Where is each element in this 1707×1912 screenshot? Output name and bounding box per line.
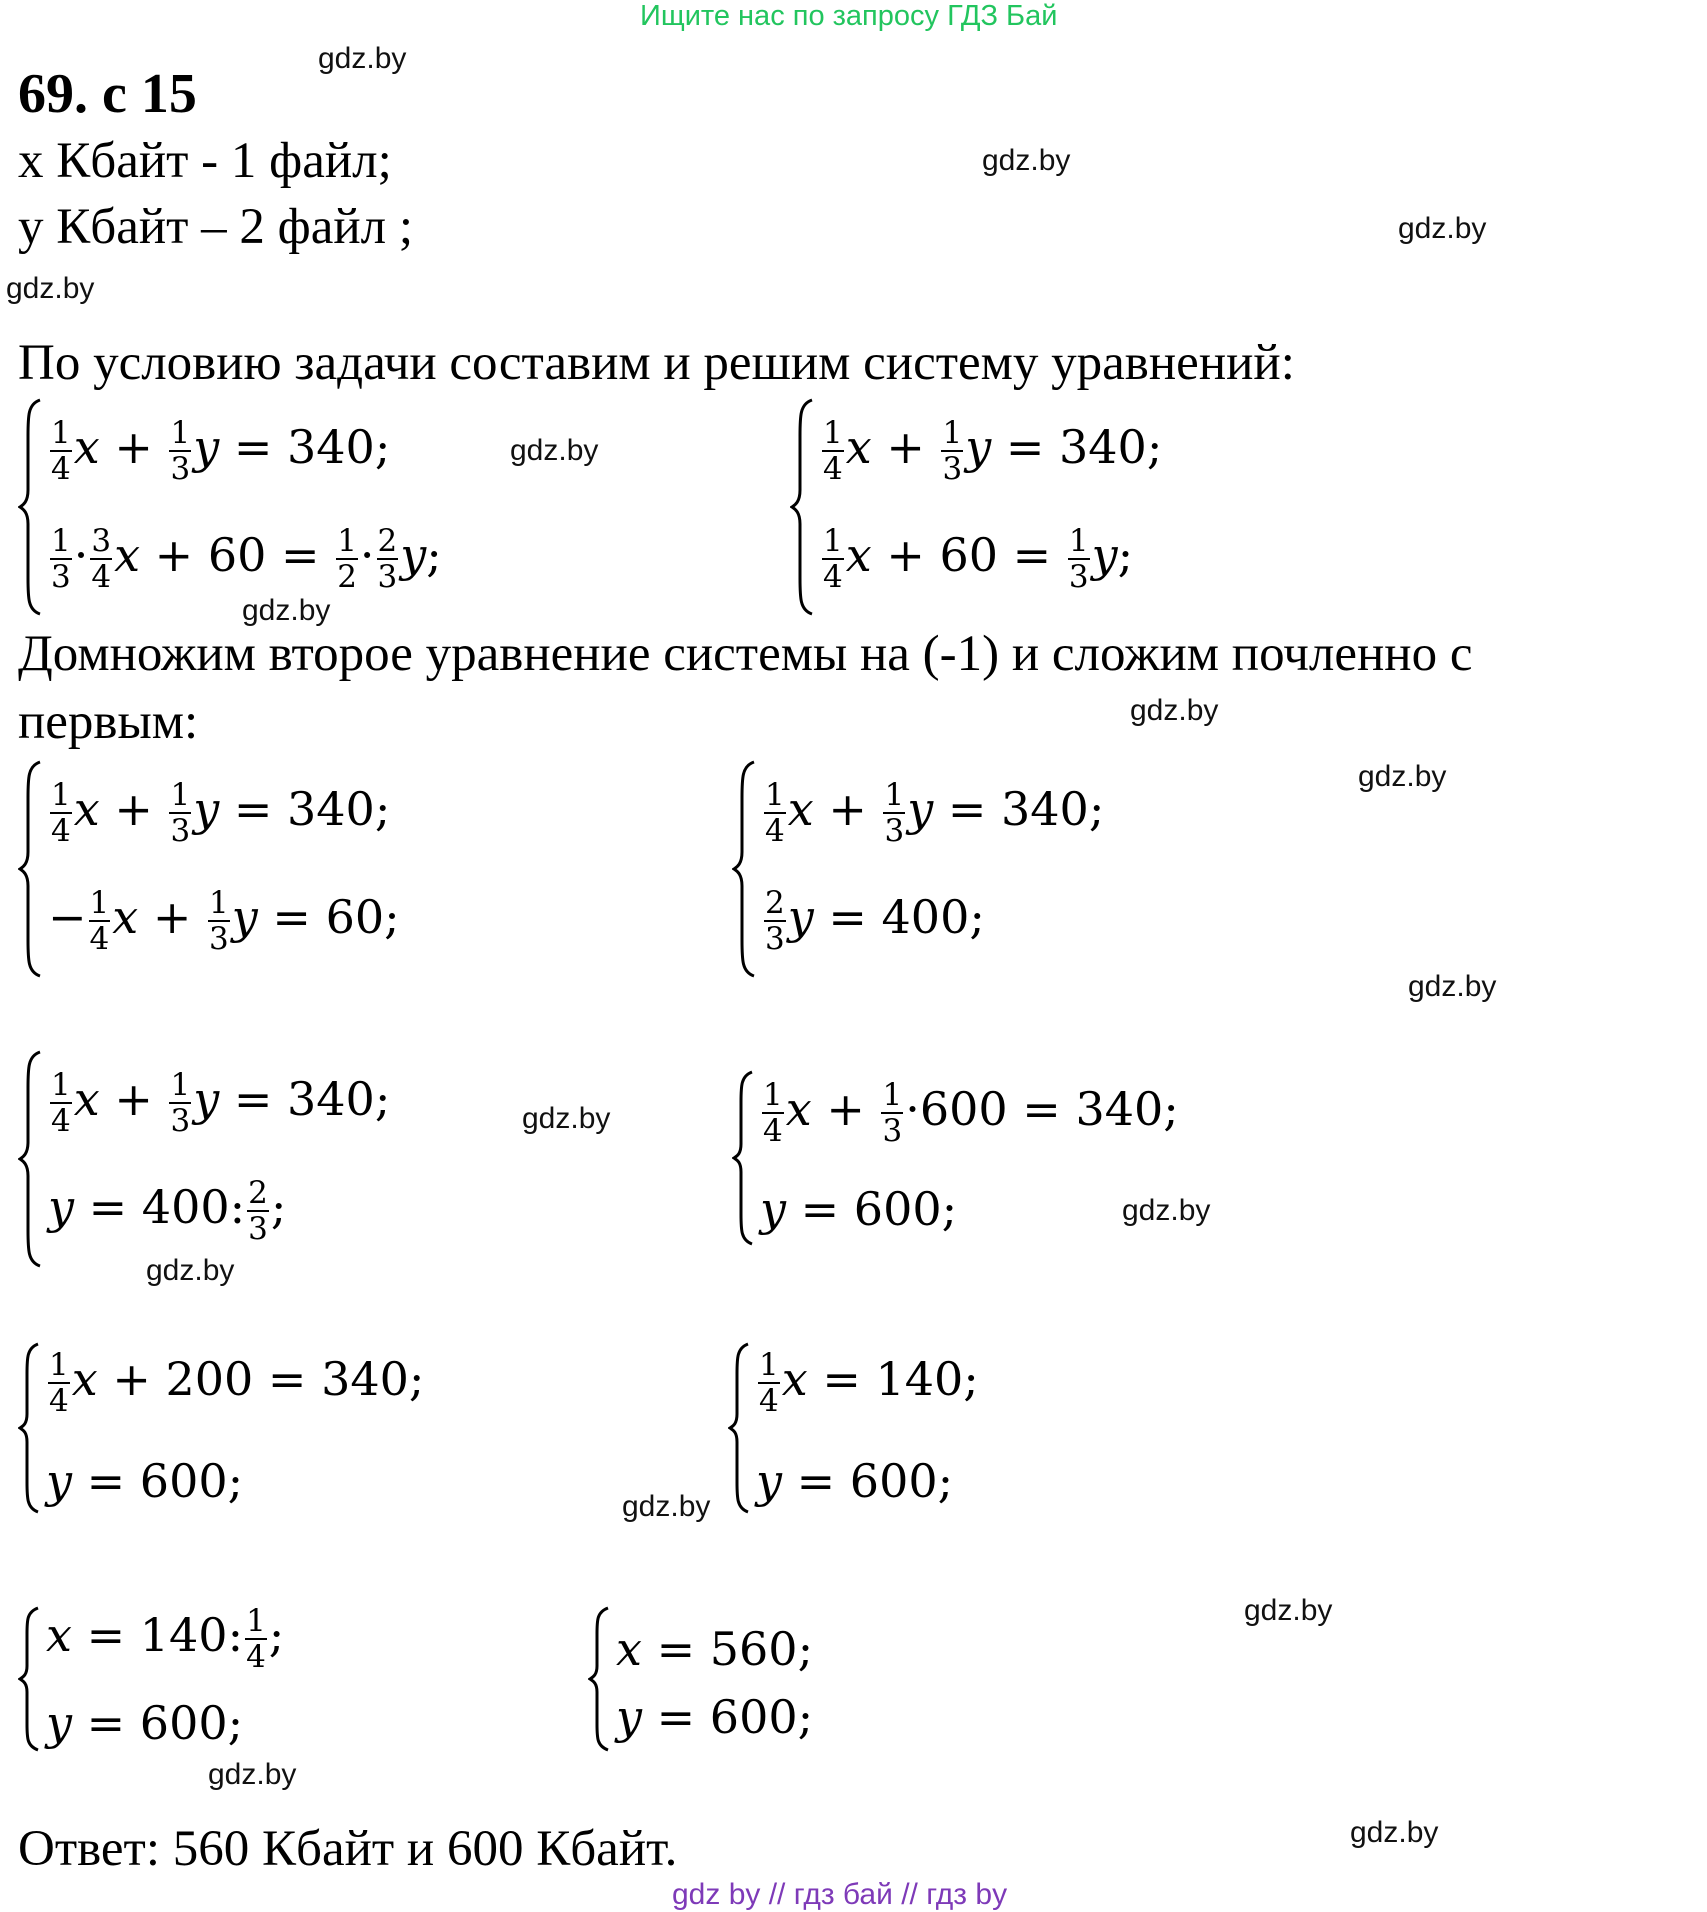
equation-system-2: [790, 396, 1270, 618]
equation: y = 600;: [756, 1454, 954, 1508]
equation: y = 600;: [46, 1454, 244, 1508]
equation: $\frac{1}{4}$ x + $\frac{1}{3}$ y = 340;: [51, 415, 391, 488]
watermark: gdz.by: [522, 1102, 611, 1135]
watermark: gdz.by: [1350, 1816, 1439, 1849]
brace-icon: [18, 1340, 40, 1516]
equation: y = 600;: [616, 1690, 814, 1744]
equation: y = 400: $\frac{2}{3}$ ;: [48, 1175, 287, 1248]
equation: $\frac{2}{3}$ y = 400;: [765, 885, 985, 958]
variable-y-definition: у Кбайт – 2 файл ;: [18, 199, 414, 255]
equation-system-1: [18, 396, 558, 618]
equation: $\frac{1}{3}$ · $\frac{3}{4}$ x + 60 = $\frac{1}{2}$ · $\frac{2}{3}$ y;: [51, 523, 442, 596]
brace-icon: [790, 396, 814, 618]
answer-line: Ответ: 560 Кбайт и 600 Кбайт.: [18, 1821, 678, 1877]
equation: $\frac{1}{4}$ x + $\frac{1}{3}$ y = 340;: [823, 415, 1163, 488]
problem-title: 69. с 15: [18, 63, 197, 125]
watermark: gdz.by: [1398, 212, 1487, 245]
instruction-multiply-add: Домножим второе уравнение системы на (-1) и сложим почленно с: [18, 626, 1473, 682]
watermark: gdz.by: [1122, 1194, 1211, 1227]
variable-x-definition: x Кбайт - 1 файл;: [18, 133, 392, 189]
equation: $\frac{1}{4}$ x + 60 = $\frac{1}{3}$ y;: [823, 523, 1134, 596]
watermark: gdz.by: [146, 1254, 235, 1287]
watermark: gdz.by: [1358, 760, 1447, 793]
watermark: gdz.by: [6, 272, 95, 305]
equation-system-3: [18, 758, 558, 980]
watermark: gdz.by: [208, 1758, 297, 1791]
instruction-multiply-add-cont: первым:: [18, 694, 199, 750]
brace-icon: [18, 1604, 40, 1754]
footer-links[interactable]: gdz by // гдз бай // гдз by: [672, 1878, 1008, 1911]
equation-system-4: [732, 758, 1212, 980]
watermark: gdz.by: [1244, 1594, 1333, 1627]
equation-system-7: [18, 1340, 518, 1516]
brace-icon: [18, 1048, 42, 1270]
equation: x = 560;: [616, 1622, 814, 1676]
brace-icon: [728, 1340, 750, 1516]
watermark: gdz.by: [622, 1490, 711, 1523]
brace-icon: [588, 1604, 610, 1754]
watermark: gdz.by: [1408, 970, 1497, 1003]
equation: $\frac{1}{4}$ x = 140;: [759, 1347, 979, 1420]
equation: x = 140: $\frac{1}{4}$ ;: [46, 1603, 285, 1676]
brace-icon: [18, 758, 42, 980]
equation: $\frac{1}{4}$ x + $\frac{1}{3}$ y = 340;: [51, 1067, 391, 1140]
search-banner[interactable]: Ищите нас по запросу ГДЗ Бай: [640, 0, 1058, 32]
watermark: gdz.by: [318, 42, 407, 75]
watermark: gdz.by: [982, 144, 1071, 177]
equation: $\frac{1}{4}$ x + 200 = 340;: [49, 1347, 425, 1420]
brace-icon: [732, 758, 756, 980]
equation: $\frac{1}{4}$ x + $\frac{1}{3}$ ·600 = 340;: [763, 1077, 1179, 1150]
brace-icon: [18, 396, 42, 618]
equation-system-10: [588, 1604, 948, 1754]
watermark: gdz.by: [510, 434, 599, 467]
watermark: gdz.by: [242, 594, 331, 627]
equation-system-9: [18, 1604, 418, 1754]
equation: − $\frac{1}{4}$ x + $\frac{1}{3}$ y = 60;: [48, 885, 400, 958]
instruction-compose-system: По условию задачи составим и решим систему уравнений:: [18, 335, 1295, 391]
brace-icon: [732, 1068, 754, 1248]
equation: $\frac{1}{4}$ x + $\frac{1}{3}$ y = 340;: [51, 777, 391, 850]
equation: y = 600;: [760, 1182, 958, 1236]
equation-system-5: [18, 1048, 518, 1270]
equation: $\frac{1}{4}$ x + $\frac{1}{3}$ y = 340;: [765, 777, 1105, 850]
equation-system-8: [728, 1340, 1128, 1516]
watermark: gdz.by: [1130, 694, 1219, 727]
equation: y = 600;: [46, 1696, 244, 1750]
